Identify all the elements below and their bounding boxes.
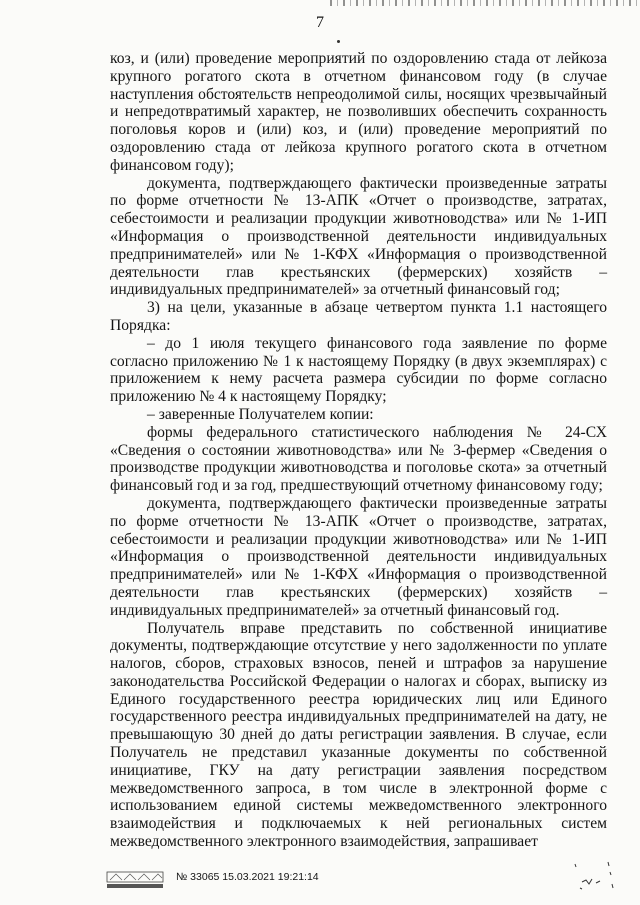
signature-mark-icon [572, 858, 618, 896]
page-number: 7 [0, 14, 640, 32]
paragraph-3: 3) на цели, указанные в абзаце четвертом пункта 1.1 настоящего Порядка: [110, 299, 607, 334]
paragraph-4: – до 1 июля текущего финансового года заявление по форме согласно приложению № 1 к настоящему Порядку (в двух экземплярах) с приложением к нему расчета размера субсидии по форме согласно приложению № 4 к настоящему Порядку; [110, 334, 607, 406]
paragraph-2: документа, подтверждающего фактически произведенные затраты по форме отчетности № 13-АПК «Отчет о производстве, затратах, себестоимости и реализации продукции животноводства» или № 1-ИП «Информация о производственной деятельности индивидуальных предпринимателей» или № 1-КФХ «Информация о производственной деятельности глав крестьянских (фермерских) хозяйств – индивидуальных предпринимателей» за отчетный финансовый год; [110, 174, 607, 299]
paragraph-6: формы федерального статистического наблюдения № 24-СХ «Сведения о состоянии животноводства» или № 3-фермер «Сведения о производстве продукции животноводства и поголовье скота» за отчетный финансовый год и за год, предшествующий отчетному финансовому году; [110, 423, 607, 495]
registry-stamp-icon [106, 868, 166, 890]
scan-artifact [330, 0, 640, 6]
paragraph-7: документа, подтверждающего фактически произведенные затраты по форме отчетности № 13-АПК «Отчет о производстве, затратах, себестоимости и реализации продукции животноводства» или № 1-ИП «Информация о производственной деятельности индивидуальных предпринимателей» или № 1-КФХ «Информация о производственной деятельности глав крестьянских (фермерских) хозяйств – индивидуальных предпринимателей» за отчетный финансовый год. [110, 494, 607, 619]
document-body [110, 50, 607, 851]
paragraph-5: – заверенные Получателем копии: [147, 405, 374, 423]
paragraph-8: Получатель вправе представить по собственной инициативе документы, подтверждающие отсутствие у него задолженности по уплате налогов, сборов, страховых взносов, пеней и штрафов за нарушение законодательства Российской Федерации о налогах и сборах, выписку из Единого государственного реестра юридических лиц или Единого государственного реестра индивидуальных предпринимателей на дату, не превышающую 30 дней до даты регистрации заявления. В случае, если Получатель не представил указанные документы по собственной инициативе, ГКУ на дату регистрации заявления посредством межведомственного запроса, в том числе в электронной форме с использованием единой системы межведомственного электронного взаимодействия и подключаемых к ней региональных систем межведомственного электронного взаимодействия, запрашивает [110, 619, 607, 851]
paragraph-1: коз, и (или) проведение мероприятий по оздоровлению стада от лейкоза крупного рогатого скота в отчетном финансовом году (в случае наступления обстоятельств непреодолимой силы, носящих чрезвычайный и непредотвратимый характер, не позволивших обеспечить сохранность поголовья коров и (или) коз, и (или) проведение мероприятий по оздоровлению стада от лейкоза крупного рогатого скота в отчетном финансовом году); [110, 50, 607, 174]
registration-number: № 33065 15.03.2021 19:21:14 [176, 871, 319, 883]
footer [106, 868, 406, 892]
